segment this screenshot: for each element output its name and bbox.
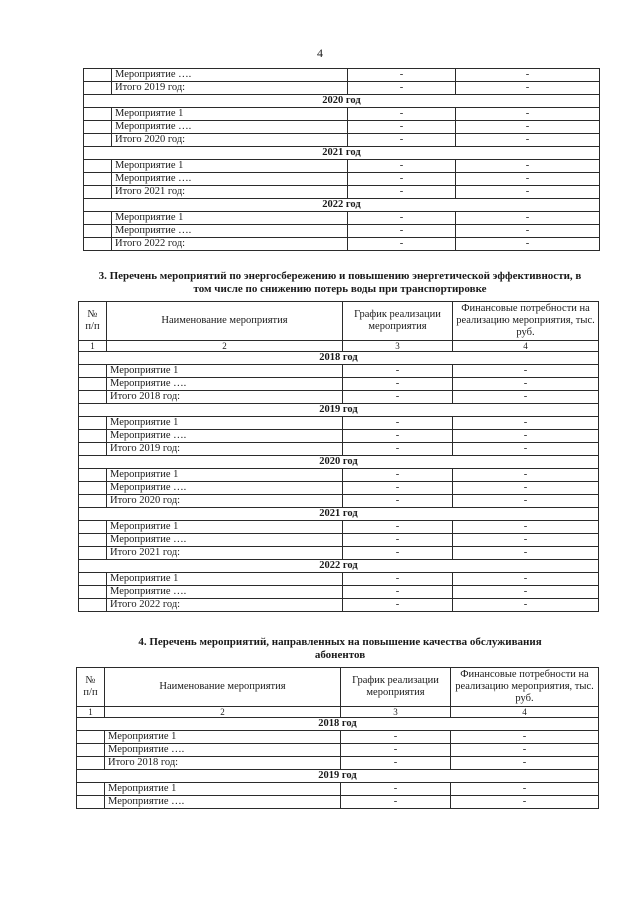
activity-name: Мероприятие 1 xyxy=(112,212,348,225)
schedule-cell: - xyxy=(348,134,456,147)
table-row xyxy=(79,586,599,599)
total-label: Итого 2021 год: xyxy=(107,547,343,560)
finance-cell: - xyxy=(456,173,600,186)
finance-cell: - xyxy=(456,225,600,238)
finance-cell: - xyxy=(456,238,600,251)
row-number-cell xyxy=(77,796,105,809)
total-label: Итого 2018 год: xyxy=(107,391,343,404)
table-row xyxy=(77,783,599,796)
schedule-cell: - xyxy=(343,495,453,508)
row-number-cell xyxy=(79,482,107,495)
activity-name: Мероприятие …. xyxy=(107,534,343,547)
year-label: 2021 год xyxy=(79,508,599,521)
finance-cell: - xyxy=(453,417,599,430)
row-number-cell xyxy=(84,212,112,225)
table-row xyxy=(77,731,599,744)
total-row xyxy=(84,186,600,199)
finance-cell: - xyxy=(453,482,599,495)
row-number-cell xyxy=(79,547,107,560)
column-number: 4 xyxy=(453,341,599,352)
finance-cell: - xyxy=(453,547,599,560)
row-number-cell xyxy=(84,238,112,251)
schedule-cell: - xyxy=(348,160,456,173)
activity-name: Мероприятие …. xyxy=(107,430,343,443)
column-number-row xyxy=(77,707,599,718)
finance-cell: - xyxy=(456,212,600,225)
row-number-cell xyxy=(84,186,112,199)
year-label: 2020 год xyxy=(79,456,599,469)
schedule-cell: - xyxy=(343,573,453,586)
schedule-cell: - xyxy=(348,212,456,225)
column-number-row xyxy=(79,341,599,352)
year-row xyxy=(77,718,599,731)
column-number: 2 xyxy=(105,707,341,718)
schedule-cell: - xyxy=(343,391,453,404)
header-row xyxy=(77,668,599,707)
year-row xyxy=(84,147,600,160)
row-number-cell xyxy=(79,573,107,586)
activity-name: Мероприятие …. xyxy=(105,744,341,757)
total-label: Итого 2022 год: xyxy=(112,238,348,251)
row-number-cell xyxy=(79,495,107,508)
header-name: Наименование мероприятия xyxy=(105,668,341,707)
year-label: 2021 год xyxy=(84,147,600,160)
year-row xyxy=(79,560,599,573)
activity-name: Мероприятие …. xyxy=(107,586,343,599)
finance-cell: - xyxy=(451,757,599,770)
row-number-cell xyxy=(79,586,107,599)
activity-name: Мероприятие 1 xyxy=(105,731,341,744)
schedule-cell: - xyxy=(343,443,453,456)
year-label: 2022 год xyxy=(84,199,600,212)
activity-name: Мероприятие 1 xyxy=(107,417,343,430)
schedule-cell: - xyxy=(348,186,456,199)
activity-name: Мероприятие …. xyxy=(112,69,348,82)
finance-cell: - xyxy=(453,521,599,534)
total-label: Итого 2019 год: xyxy=(107,443,343,456)
row-number-cell xyxy=(84,82,112,95)
total-row xyxy=(84,82,600,95)
finance-cell: - xyxy=(451,744,599,757)
table-row xyxy=(79,482,599,495)
table-row xyxy=(79,365,599,378)
row-number-cell xyxy=(84,121,112,134)
row-number-cell xyxy=(77,757,105,770)
schedule-cell: - xyxy=(341,744,451,757)
table-row xyxy=(79,469,599,482)
table-row xyxy=(84,69,600,82)
total-label: Итого 2019 год: xyxy=(112,82,348,95)
column-number: 3 xyxy=(341,707,451,718)
finance-cell: - xyxy=(453,365,599,378)
table-row xyxy=(84,108,600,121)
table-row xyxy=(84,121,600,134)
finance-cell: - xyxy=(451,731,599,744)
row-number-cell xyxy=(79,391,107,404)
year-row xyxy=(79,404,599,417)
table-continued xyxy=(83,68,600,251)
activity-name: Мероприятие 1 xyxy=(107,365,343,378)
finance-cell: - xyxy=(456,69,600,82)
total-label: Итого 2020 год: xyxy=(112,134,348,147)
page-number: 4 xyxy=(317,46,323,60)
table-row xyxy=(79,521,599,534)
finance-cell: - xyxy=(453,430,599,443)
row-number-cell xyxy=(79,521,107,534)
section-3-table xyxy=(78,301,599,612)
total-row xyxy=(79,495,599,508)
total-label: Итого 2018 год: xyxy=(105,757,341,770)
row-number-cell xyxy=(79,534,107,547)
row-number-cell xyxy=(84,160,112,173)
year-row xyxy=(84,199,600,212)
year-label: 2019 год xyxy=(77,770,599,783)
year-label: 2018 год xyxy=(79,352,599,365)
table-row xyxy=(79,430,599,443)
finance-cell: - xyxy=(453,469,599,482)
finance-cell: - xyxy=(453,586,599,599)
table-row xyxy=(79,417,599,430)
header-schedule: График реализации мероприятия xyxy=(343,302,453,341)
section-3-heading-line2: том числе по снижению потерь воды при транспортировке xyxy=(193,283,487,295)
finance-cell: - xyxy=(453,599,599,612)
total-label: Итого 2022 год: xyxy=(107,599,343,612)
finance-cell: - xyxy=(456,160,600,173)
schedule-cell: - xyxy=(348,238,456,251)
column-number: 3 xyxy=(343,341,453,352)
schedule-cell: - xyxy=(341,783,451,796)
table-row xyxy=(84,212,600,225)
row-number-cell xyxy=(79,365,107,378)
schedule-cell: - xyxy=(343,521,453,534)
section-4-heading xyxy=(80,636,600,662)
section-3-heading xyxy=(80,270,600,296)
schedule-cell: - xyxy=(343,586,453,599)
section-4-heading-line2: абонентов xyxy=(314,649,366,661)
activity-name: Мероприятие …. xyxy=(112,173,348,186)
finance-cell: - xyxy=(451,783,599,796)
activity-name: Мероприятие 1 xyxy=(107,521,343,534)
total-row xyxy=(77,757,599,770)
row-number-cell xyxy=(84,173,112,186)
activity-name: Мероприятие 1 xyxy=(107,573,343,586)
year-label: 2019 год xyxy=(79,404,599,417)
total-row xyxy=(79,443,599,456)
activity-name: Мероприятие 1 xyxy=(112,108,348,121)
finance-cell: - xyxy=(453,573,599,586)
finance-cell: - xyxy=(453,391,599,404)
schedule-cell: - xyxy=(348,69,456,82)
year-row xyxy=(79,352,599,365)
row-number-cell xyxy=(77,744,105,757)
column-number: 1 xyxy=(77,707,105,718)
table-row xyxy=(77,796,599,809)
total-row xyxy=(84,238,600,251)
section-4-table xyxy=(76,667,599,809)
schedule-cell: - xyxy=(343,482,453,495)
year-label: 2018 год xyxy=(77,718,599,731)
schedule-cell: - xyxy=(343,469,453,482)
row-number-cell xyxy=(79,378,107,391)
year-row xyxy=(79,508,599,521)
schedule-cell: - xyxy=(343,599,453,612)
row-number-cell xyxy=(79,599,107,612)
column-number: 1 xyxy=(79,341,107,352)
total-row xyxy=(79,547,599,560)
activity-name: Мероприятие 1 xyxy=(112,160,348,173)
activity-name: Мероприятие …. xyxy=(107,378,343,391)
year-row xyxy=(77,770,599,783)
activity-name: Мероприятие 1 xyxy=(105,783,341,796)
schedule-cell: - xyxy=(341,796,451,809)
table-row xyxy=(79,573,599,586)
row-number-cell xyxy=(84,134,112,147)
finance-cell: - xyxy=(453,534,599,547)
header-schedule: График реализации мероприятия xyxy=(341,668,451,707)
table-row xyxy=(84,160,600,173)
total-row xyxy=(84,134,600,147)
header-finance: Финансовые потребности на реализацию мероприятия, тыс. руб. xyxy=(451,668,599,707)
header-num: № п/п xyxy=(77,668,105,707)
activity-name: Мероприятие 1 xyxy=(107,469,343,482)
row-number-cell xyxy=(79,469,107,482)
finance-cell: - xyxy=(451,796,599,809)
total-label: Итого 2020 год: xyxy=(107,495,343,508)
header-row xyxy=(79,302,599,341)
schedule-cell: - xyxy=(341,757,451,770)
schedule-cell: - xyxy=(348,108,456,121)
schedule-cell: - xyxy=(343,534,453,547)
finance-cell: - xyxy=(456,82,600,95)
schedule-cell: - xyxy=(343,430,453,443)
column-number: 2 xyxy=(107,341,343,352)
row-number-cell xyxy=(79,417,107,430)
activity-name: Мероприятие …. xyxy=(112,121,348,134)
schedule-cell: - xyxy=(348,225,456,238)
finance-cell: - xyxy=(453,443,599,456)
finance-cell: - xyxy=(456,186,600,199)
finance-cell: - xyxy=(453,495,599,508)
header-finance: Финансовые потребности на реализацию мероприятия, тыс. руб. xyxy=(453,302,599,341)
finance-cell: - xyxy=(453,378,599,391)
activity-name: Мероприятие …. xyxy=(107,482,343,495)
schedule-cell: - xyxy=(348,173,456,186)
row-number-cell xyxy=(77,731,105,744)
header-num: № п/п xyxy=(79,302,107,341)
total-row xyxy=(79,599,599,612)
schedule-cell: - xyxy=(343,365,453,378)
activity-name: Мероприятие …. xyxy=(112,225,348,238)
finance-cell: - xyxy=(456,108,600,121)
table-row xyxy=(77,744,599,757)
row-number-cell xyxy=(84,225,112,238)
total-row xyxy=(79,391,599,404)
row-number-cell xyxy=(79,443,107,456)
row-number-cell xyxy=(84,108,112,121)
table-row xyxy=(84,225,600,238)
finance-cell: - xyxy=(456,134,600,147)
section-3-heading-line1: 3. Перечень мероприятий по энергосбережению и повышению энергетической эффективности, в xyxy=(98,270,582,282)
year-row xyxy=(84,95,600,108)
schedule-cell: - xyxy=(341,731,451,744)
row-number-cell xyxy=(79,430,107,443)
finance-cell: - xyxy=(456,121,600,134)
schedule-cell: - xyxy=(343,378,453,391)
schedule-cell: - xyxy=(343,417,453,430)
schedule-cell: - xyxy=(348,121,456,134)
year-row xyxy=(79,456,599,469)
total-label: Итого 2021 год: xyxy=(112,186,348,199)
schedule-cell: - xyxy=(343,547,453,560)
row-number-cell xyxy=(84,69,112,82)
year-label: 2020 год xyxy=(84,95,600,108)
schedule-cell: - xyxy=(348,82,456,95)
row-number-cell xyxy=(77,783,105,796)
year-label: 2022 год xyxy=(79,560,599,573)
activity-name: Мероприятие …. xyxy=(105,796,341,809)
column-number: 4 xyxy=(451,707,599,718)
table-row xyxy=(79,378,599,391)
table-row xyxy=(84,173,600,186)
section-4-heading-line1: 4. Перечень мероприятий, направленных на повышение качества обслуживания xyxy=(138,636,542,648)
table-row xyxy=(79,534,599,547)
header-name: Наименование мероприятия xyxy=(107,302,343,341)
